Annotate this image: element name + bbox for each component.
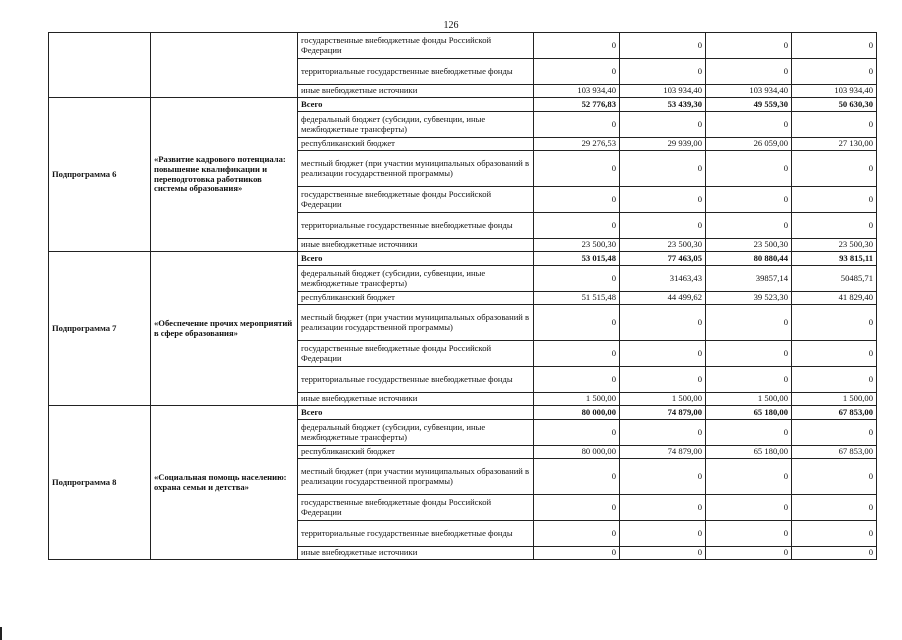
- amount-cell: 53 439,30: [620, 98, 706, 112]
- amount-cell: 0: [534, 266, 620, 292]
- subprogram-title: «Обеспечение прочих мероприятий в сфере образования»: [151, 252, 298, 406]
- amount-cell: 0: [706, 521, 792, 547]
- amount-cell: 0: [620, 367, 706, 393]
- amount-cell: 0: [706, 341, 792, 367]
- amount-cell: 0: [706, 367, 792, 393]
- subprogram-title: «Развитие кадрового потенциала: повышение квалификации и переподготовка работников системы образования»: [151, 98, 298, 252]
- amount-cell: 0: [534, 213, 620, 239]
- funding-source: иные внебюджетные источники: [298, 239, 534, 252]
- amount-cell: 0: [534, 305, 620, 341]
- funding-source: иные внебюджетные источники: [298, 85, 534, 98]
- amount-cell: 80 000,00: [534, 446, 620, 459]
- amount-cell: 77 463,05: [620, 252, 706, 266]
- amount-cell: 103 934,40: [620, 85, 706, 98]
- amount-cell: 74 879,00: [620, 446, 706, 459]
- amount-cell: 67 853,00: [792, 446, 877, 459]
- budget-table-body: [49, 33, 877, 560]
- amount-cell: 0: [706, 547, 792, 560]
- amount-cell: 0: [792, 495, 877, 521]
- amount-cell: 0: [792, 305, 877, 341]
- amount-cell: 0: [534, 420, 620, 446]
- amount-cell: 65 180,00: [706, 406, 792, 420]
- amount-cell: 0: [620, 495, 706, 521]
- amount-cell: 0: [534, 521, 620, 547]
- table-row: [49, 98, 877, 112]
- amount-cell: 0: [620, 547, 706, 560]
- amount-cell: 74 879,00: [620, 406, 706, 420]
- amount-cell: 1 500,00: [620, 393, 706, 406]
- amount-cell: 39 523,30: [706, 292, 792, 305]
- amount-cell: 23 500,30: [620, 239, 706, 252]
- budget-table: [48, 32, 877, 560]
- amount-cell: 0: [534, 33, 620, 59]
- funding-source: местный бюджет (при участии муниципальных образований в реализации государственной программы): [298, 151, 534, 187]
- scan-edge-mark: [0, 627, 2, 640]
- amount-cell: 0: [620, 305, 706, 341]
- amount-cell: 0: [792, 112, 877, 138]
- funding-source: государственные внебюджетные фонды Российской Федерации: [298, 341, 534, 367]
- amount-cell: 80 000,00: [534, 406, 620, 420]
- amount-cell: 0: [534, 367, 620, 393]
- funding-source: территориальные государственные внебюджетные фонды: [298, 367, 534, 393]
- amount-cell: 0: [534, 547, 620, 560]
- amount-cell: 0: [620, 213, 706, 239]
- amount-cell: 23 500,30: [792, 239, 877, 252]
- funding-source: республиканский бюджет: [298, 446, 534, 459]
- funding-source: территориальные государственные внебюджетные фонды: [298, 521, 534, 547]
- amount-cell: 23 500,30: [534, 239, 620, 252]
- amount-cell: 0: [620, 521, 706, 547]
- amount-cell: 52 776,83: [534, 98, 620, 112]
- amount-cell: 80 880,44: [706, 252, 792, 266]
- amount-cell: 44 499,62: [620, 292, 706, 305]
- amount-cell: 0: [706, 112, 792, 138]
- amount-cell: 0: [792, 33, 877, 59]
- amount-cell: 0: [792, 187, 877, 213]
- amount-cell: 0: [792, 420, 877, 446]
- amount-cell: 0: [620, 112, 706, 138]
- funding-source: государственные внебюджетные фонды Российской Федерации: [298, 495, 534, 521]
- funding-source: иные внебюджетные источники: [298, 547, 534, 560]
- amount-cell: 0: [706, 459, 792, 495]
- table-row: [49, 406, 877, 420]
- amount-cell: 0: [534, 341, 620, 367]
- amount-cell: 0: [534, 112, 620, 138]
- amount-cell: 0: [792, 151, 877, 187]
- amount-cell: 0: [792, 521, 877, 547]
- amount-cell: 29 939,00: [620, 138, 706, 151]
- amount-cell: 0: [534, 187, 620, 213]
- amount-cell: 1 500,00: [534, 393, 620, 406]
- funding-source: государственные внебюджетные фонды Российской Федерации: [298, 33, 534, 59]
- subprogram-title: [151, 33, 298, 98]
- amount-cell: 0: [534, 151, 620, 187]
- funding-source: Всего: [298, 252, 534, 266]
- funding-source: территориальные государственные внебюджетные фонды: [298, 59, 534, 85]
- amount-cell: 0: [620, 459, 706, 495]
- amount-cell: 0: [534, 495, 620, 521]
- amount-cell: 0: [620, 151, 706, 187]
- amount-cell: 103 934,40: [706, 85, 792, 98]
- amount-cell: 0: [620, 187, 706, 213]
- funding-source: федеральный бюджет (субсидии, субвенции, иные межбюджетные трансферты): [298, 266, 534, 292]
- amount-cell: 0: [620, 59, 706, 85]
- amount-cell: 26 059,00: [706, 138, 792, 151]
- amount-cell: 0: [706, 495, 792, 521]
- amount-cell: 31463,43: [620, 266, 706, 292]
- table-row: [49, 252, 877, 266]
- funding-source: территориальные государственные внебюджетные фонды: [298, 213, 534, 239]
- funding-source: федеральный бюджет (субсидии, субвенции, иные межбюджетные трансферты): [298, 420, 534, 446]
- funding-source: республиканский бюджет: [298, 292, 534, 305]
- amount-cell: 1 500,00: [792, 393, 877, 406]
- table-row: [49, 33, 877, 59]
- amount-cell: 0: [706, 59, 792, 85]
- amount-cell: 0: [706, 151, 792, 187]
- amount-cell: 0: [792, 459, 877, 495]
- amount-cell: 1 500,00: [706, 393, 792, 406]
- funding-source: государственные внебюджетные фонды Российской Федерации: [298, 187, 534, 213]
- amount-cell: 0: [792, 341, 877, 367]
- amount-cell: 0: [706, 213, 792, 239]
- amount-cell: 65 180,00: [706, 446, 792, 459]
- amount-cell: 53 015,48: [534, 252, 620, 266]
- funding-source: иные внебюджетные источники: [298, 393, 534, 406]
- amount-cell: 0: [620, 33, 706, 59]
- amount-cell: 0: [706, 305, 792, 341]
- amount-cell: 51 515,48: [534, 292, 620, 305]
- funding-source: Всего: [298, 406, 534, 420]
- amount-cell: 27 130,00: [792, 138, 877, 151]
- amount-cell: 0: [792, 213, 877, 239]
- amount-cell: 0: [706, 420, 792, 446]
- amount-cell: 103 934,40: [792, 85, 877, 98]
- funding-source: республиканский бюджет: [298, 138, 534, 151]
- amount-cell: 0: [534, 459, 620, 495]
- amount-cell: 41 829,40: [792, 292, 877, 305]
- subprogram-name: Подпрограмма 6: [49, 98, 151, 252]
- amount-cell: 0: [706, 33, 792, 59]
- funding-source: местный бюджет (при участии муниципальных образований в реализации государственной программы): [298, 305, 534, 341]
- amount-cell: 103 934,40: [534, 85, 620, 98]
- funding-source: местный бюджет (при участии муниципальных образований в реализации государственной программы): [298, 459, 534, 495]
- page-number: 126: [443, 20, 459, 31]
- funding-source: Всего: [298, 98, 534, 112]
- amount-cell: 50 630,30: [792, 98, 877, 112]
- amount-cell: 93 815,11: [792, 252, 877, 266]
- subprogram-title: «Социальная помощь населению: охрана семьи и детства»: [151, 406, 298, 560]
- funding-source: федеральный бюджет (субсидии, субвенции, иные межбюджетные трансферты): [298, 112, 534, 138]
- subprogram-name: [49, 33, 151, 98]
- amount-cell: 0: [792, 59, 877, 85]
- amount-cell: 67 853,00: [792, 406, 877, 420]
- amount-cell: 39857,14: [706, 266, 792, 292]
- amount-cell: 29 276,53: [534, 138, 620, 151]
- amount-cell: 49 559,30: [706, 98, 792, 112]
- amount-cell: 0: [620, 420, 706, 446]
- amount-cell: 0: [706, 187, 792, 213]
- amount-cell: 23 500,30: [706, 239, 792, 252]
- amount-cell: 50485,71: [792, 266, 877, 292]
- amount-cell: 0: [792, 547, 877, 560]
- amount-cell: 0: [620, 341, 706, 367]
- subprogram-name: Подпрограмма 7: [49, 252, 151, 406]
- amount-cell: 0: [792, 367, 877, 393]
- amount-cell: 0: [534, 59, 620, 85]
- subprogram-name: Подпрограмма 8: [49, 406, 151, 560]
